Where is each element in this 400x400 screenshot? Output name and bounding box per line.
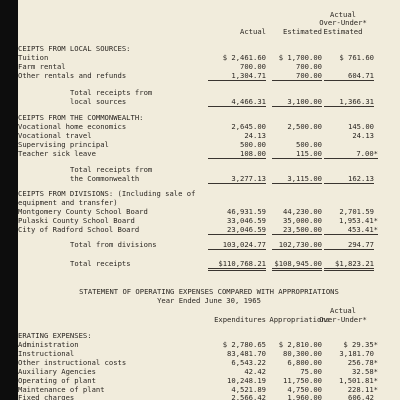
row-actual: 33,046.59 — [227, 216, 266, 225]
header-actual: Actual — [240, 27, 266, 36]
row-actual: 2,645.00 — [231, 122, 266, 131]
row-actual: 108.00 — [208, 149, 266, 159]
row-diff: 604.71 — [324, 71, 374, 81]
row-expenditure: 6,543.22 — [231, 358, 266, 367]
expenses-header-expenditures: Expenditures — [214, 315, 266, 324]
commonwealth-total-estimated: 3,115.00 — [272, 174, 322, 184]
row-appropriation: 1,960.00 — [287, 393, 322, 400]
row-estimated: 2,500.00 — [287, 122, 322, 131]
row-estimated: $ 1,700.00 — [278, 53, 322, 62]
row-estimated: 23,500.00 — [272, 225, 322, 235]
row-appropriation: $ 2,810.00 — [278, 340, 322, 349]
local-total-estimated: 3,100.00 — [272, 97, 322, 107]
row-estimated: 44,230.00 — [283, 207, 322, 216]
expenses-header-over-under-1: Actual — [330, 306, 356, 315]
row-label: Supervising principal — [18, 140, 109, 149]
row-expenditure: 10,248.19 — [227, 376, 266, 385]
row-diff: 606.42 — [348, 393, 374, 400]
divisions-total-label: Total from divisions — [70, 240, 157, 249]
row-actual: 700.00 — [240, 62, 266, 71]
section-divisions-title-1: CEIPTS FROM DIVISIONS: (Including sale of — [18, 189, 196, 198]
row-label: City of Radford School Board — [18, 225, 140, 234]
divisions-total-actual: 103,024.77 — [208, 240, 266, 250]
row-diff: 145.00 — [348, 122, 374, 131]
row-diff: 24.13 — [352, 131, 374, 140]
local-total-label-2: local sources — [70, 97, 127, 106]
row-expenditure: $ 2,780.65 — [222, 340, 266, 349]
row-label: Operating of plant — [18, 376, 96, 385]
row-diff: 228.11* — [347, 385, 378, 394]
row-expenditure: 83,481.70 — [227, 349, 266, 358]
expenses-title: STATEMENT OF OPERATING EXPENSES COMPARED WITH APPROPRIATIONS — [79, 287, 339, 296]
row-actual: 46,931.59 — [227, 207, 266, 216]
grand-total-label: Total receipts — [70, 259, 131, 268]
header-estimated: Estimated — [283, 27, 322, 36]
row-estimated: 115.00 — [272, 149, 322, 159]
section-commonwealth-title: CEIPTS FROM THE COMMONWEALTH: — [18, 113, 144, 122]
row-label: Administration — [18, 340, 79, 349]
row-label: Other instructional costs — [18, 358, 127, 367]
local-total-actual: 4,466.31 — [208, 97, 266, 107]
local-total-diff: 1,366.31 — [324, 97, 374, 107]
row-appropriation: 80,300.00 — [283, 349, 322, 358]
row-label: Vocational travel — [18, 131, 92, 140]
row-label: Montgomery County School Board — [18, 207, 148, 216]
section-divisions-title-2: equipment and transfer) — [18, 198, 118, 207]
row-diff: 32.58* — [352, 367, 378, 376]
expenses-subtitle: Year Ended June 30, 1965 — [157, 296, 261, 305]
financial-statement-page — [18, 0, 400, 400]
row-diff: 3,181.70 — [339, 349, 374, 358]
row-estimated: 500.00 — [296, 140, 322, 149]
row-diff: $ 29.35* — [343, 340, 378, 349]
row-appropriation: 4,750.00 — [287, 385, 322, 394]
row-diff: 7.00* — [324, 149, 378, 159]
divisions-total-estimated: 102,730.00 — [272, 240, 322, 250]
commonwealth-total-label-2: the Commonwealth — [70, 174, 140, 183]
row-label: Maintenance of plant — [18, 385, 105, 394]
row-expenditure: 4,521.89 — [231, 385, 266, 394]
row-diff: 453.41* — [324, 225, 378, 235]
row-actual: 1,304.71 — [208, 71, 266, 81]
divisions-total-diff: 294.77 — [324, 240, 374, 250]
section-local-title: CEIPTS FROM LOCAL SOURCES: — [18, 44, 131, 53]
row-appropriation: 75.00 — [300, 367, 322, 376]
row-label: Fixed charges — [18, 393, 75, 400]
commonwealth-total-actual: 3,277.13 — [208, 174, 266, 184]
header-over-under-1: Actual — [330, 10, 356, 19]
row-estimated: 700.00 — [296, 62, 322, 71]
row-estimated: 700.00 — [272, 71, 322, 81]
row-label: Instructional — [18, 349, 75, 358]
expenses-header-appropriations: Appropriations — [269, 315, 330, 324]
row-expenditure: 2,566.42 — [231, 393, 266, 400]
local-total-label-1: Total receipts from — [70, 88, 153, 97]
row-diff: 256.78* — [347, 358, 378, 367]
row-label: Tuition — [18, 53, 49, 62]
row-label: Teacher sick leave — [18, 149, 96, 158]
row-appropriation: 6,800.00 — [287, 358, 322, 367]
row-label: Pulaski County School Board — [18, 216, 135, 225]
header-over-under-2: Over-Under* — [319, 18, 367, 27]
row-diff: $ 761.60 — [339, 53, 374, 62]
commonwealth-total-diff: 162.13 — [324, 174, 374, 184]
grand-total-actual: $110,768.21 — [208, 259, 266, 271]
grand-total-estimated: $108,945.00 — [272, 259, 322, 271]
row-diff: 2,701.59 — [339, 207, 374, 216]
header-over-under-3: Estimated — [323, 27, 363, 36]
row-label: Other rentals and refunds — [18, 71, 127, 80]
grand-total-diff: $1,823.21 — [324, 259, 374, 271]
row-diff: 1,501.81* — [339, 376, 378, 385]
row-estimated: 35,000.00 — [283, 216, 322, 225]
expenses-header-over-under-2: Over-Under* — [319, 315, 367, 324]
row-actual: 24.13 — [244, 131, 266, 140]
row-label: Auxiliary Agencies — [18, 367, 96, 376]
row-label: Farm rental — [18, 62, 66, 71]
expenses-section-title: ERATING EXPENSES: — [18, 331, 92, 340]
row-actual: $ 2,461.60 — [222, 53, 266, 62]
commonwealth-total-label-1: Total receipts from — [70, 165, 153, 174]
row-appropriation: 11,750.00 — [283, 376, 322, 385]
row-actual: 500.00 — [240, 140, 266, 149]
row-expenditure: 42.42 — [244, 367, 266, 376]
row-label: Vocational home economics — [18, 122, 127, 131]
row-actual: 23,046.59 — [208, 225, 266, 235]
row-diff: 1,953.41* — [339, 216, 378, 225]
